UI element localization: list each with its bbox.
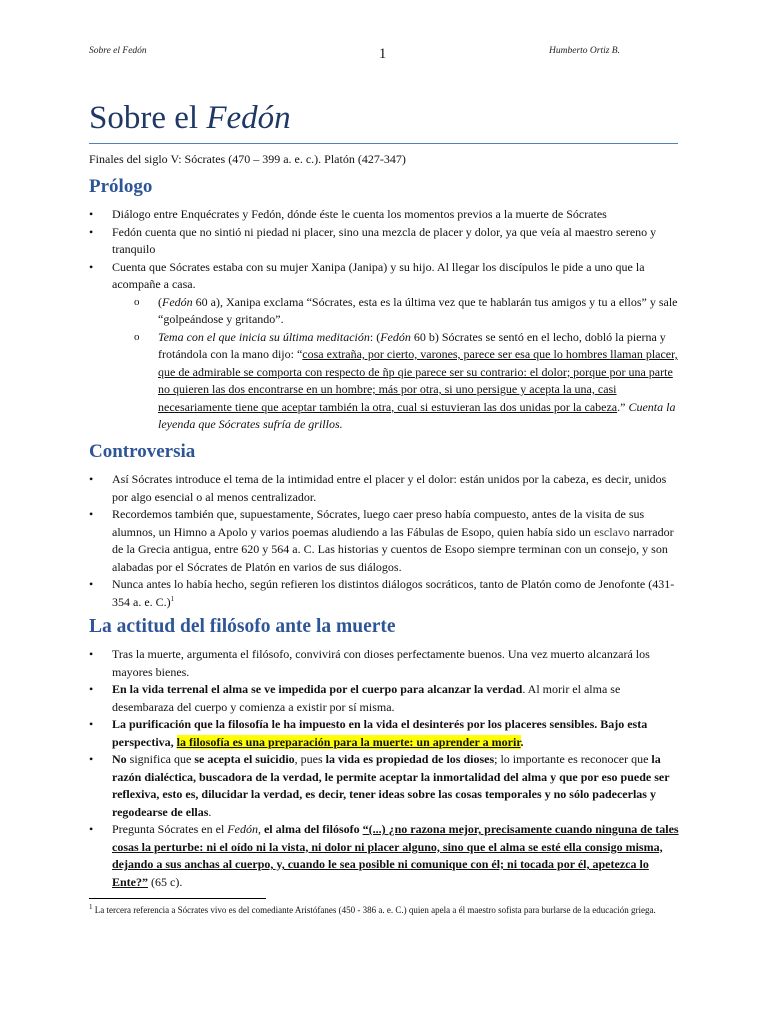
list-item <box>89 259 681 434</box>
heading-controversia: Controversia <box>89 441 196 462</box>
heading-prologo: Prólogo <box>89 176 153 197</box>
list-item: • Diálogo entre Enquécrates y Fedón, dónde éste le cuenta los momentos previos a la muerte de Sócrates <box>89 206 681 224</box>
subtitle: Finales del siglo V: Sócrates (470 – 399 a. e. c.). Platón (427-347) <box>89 152 406 166</box>
text-run: : ( <box>369 329 381 344</box>
header-right: Humberto Ortiz B. <box>549 46 620 56</box>
list-item <box>89 576 681 611</box>
list-actitud <box>89 646 681 891</box>
title-rule <box>89 143 678 144</box>
text-run: . <box>208 804 212 819</box>
text-run: Pregunta Sócrates en el <box>112 822 228 836</box>
text-run: la vida es propiedad de los dioses <box>325 752 495 766</box>
text-run: el alma del filósofo <box>263 822 363 836</box>
text-run: La purificación que la filosofía le ha impuesto en la vida el desinterés por los placeres sensibles. Bajo esta perspectiva, <box>112 717 648 749</box>
heading-actitud: La actitud del filósofo ante la muerte <box>89 616 396 637</box>
header-left: Sobre el Fedón <box>89 46 147 56</box>
text-run: narrador de la Grecia antigua, entre 620 y 564 a. C. Las historias y cuentos de Esopo siempre terminan con un consejo, y son alabadas por el Sócrates de Platón en varios de sus diálogos. <box>112 524 674 574</box>
quote-underlined: “(...) ¿no razona mejor, precisamente cuando ninguna de tales cosas la perturbe: ni el oído ni la vista, ni dolor ni placer alguno, sino que el alma se esté ella consigo misma, dejando a sus anchas al cuerpo, y, cuando le sea posible ni comunique con él; ni tocada por él, apetezca lo Ente?” <box>112 822 679 889</box>
text-run: 60 b) Sócrates se sentó en el lecho, dobló la pierna y frotándola con la mano dijo: “ <box>158 329 666 361</box>
title-part1: Sobre el <box>89 100 207 136</box>
footnote-number: 1 <box>89 903 93 911</box>
footnote-ref[interactable]: 1 <box>170 594 175 603</box>
list-item <box>89 821 681 891</box>
text-run: Fedón <box>380 329 411 344</box>
text-run: Nunca antes lo había hecho, según refieren los distintos diálogos socráticos, tanto de Platón como de Jenofonte (431-354 a. e. C.) <box>112 577 675 609</box>
text-run: Tema con el que inicia su última meditación <box>158 329 370 344</box>
list-item <box>89 751 681 821</box>
text-run: . <box>520 734 524 749</box>
text-run: Cuenta la leyenda que Sócrates sufría de grillos. <box>158 399 676 431</box>
text-run: Fedón <box>162 294 193 309</box>
text-run: se acepta el suicidio <box>194 752 295 766</box>
sub-item <box>112 294 681 329</box>
page-title <box>89 98 291 138</box>
list-controversia <box>89 471 681 611</box>
sub-item <box>112 329 681 434</box>
title-part2: Fedón <box>206 100 291 136</box>
footnote-separator <box>89 898 266 899</box>
text-run: No <box>112 752 127 766</box>
text-run: . Al morir el alma se desembaraza del cuerpo y comienza a existir por sí misma. <box>112 682 621 714</box>
text-run: significa que <box>126 752 195 766</box>
sublist <box>112 294 681 434</box>
text-run: 60 a), Xanipa exclama “Sócrates, esta es la última vez que te hablarán tus amigos y tu a ellos” y sale “golpeándose y gritando”. <box>158 294 678 326</box>
text-run: En la vida terrenal el alma se ve impedida por el cuerpo para alcanzar la verdad <box>112 682 523 696</box>
list-item: • Así Sócrates introduce el tema de la intimidad entre el placer y el dolor: están unidos por la cabeza, es decir, unidos por algo esencial o al menos centralizador. <box>89 471 681 506</box>
highlighted-text: la filosofía es una preparación para la muerte: un aprender a morir <box>176 734 521 749</box>
text-run: , pues <box>294 752 326 766</box>
text-run: Fedón <box>227 822 258 836</box>
list-item <box>89 506 681 576</box>
footnote-text: La tercera referencia a Sócrates vivo es del comediante Aristófanes (450 - 386 a. e. C.) quien apela a él maestro sofista para burlarse de la educación griega. <box>92 905 656 915</box>
list-item: • Tras la muerte, argumenta el filósofo, convivirá con dioses perfectamente buenos. Una vez muerto alcanzará los mayores bienes. <box>89 646 681 681</box>
text-run: ( <box>158 294 162 309</box>
text-run: ; lo importante es reconocer que <box>494 752 652 766</box>
page-number: 1 <box>379 46 387 62</box>
footnote <box>89 903 681 917</box>
quote-underlined: cosa extraña, por cierto, varones, parece ser esa que lo hombres llaman placer, que de admirable se comporta con respecto de ñp qie parece ser su contrario: el dolor; porque por una parte no quieren las dos encontrarse en un hombre; más por otra, si uno persigue y acepta la una, casi necesariamente tiene que aceptar también la otra, cual si estuvieran las dos unidas por la cabeza <box>158 347 678 414</box>
list-item-text: Cuenta que Sócrates estaba con su mujer Xanipa (Janipa) y su hijo. Al llegar los discípulos le pide a uno que la acompañe a casa. <box>112 259 645 291</box>
text-run: esclavo <box>593 524 630 539</box>
text-run: , <box>257 822 264 836</box>
list-item <box>89 681 681 716</box>
list-item: • Fedón cuenta que no sintió ni piedad ni placer, sino una mezcla de placer y dolor, ya que veía al maestro sereno y tranquilo <box>89 224 681 259</box>
list-item <box>89 716 681 751</box>
text-run: la razón dialéctica, buscadora de la verdad, le permite aceptar la inmortalidad del alma y que por eso puede ser reflexiva, esto es, dilucidar la verdad, es decir, tener ideas sobre las cosas temporales y no sólo padecerlas y regodearse de ellas <box>112 752 670 819</box>
list-prologo <box>89 206 681 434</box>
text-run: (65 c). <box>148 874 183 889</box>
text-run: Recordemos también que, supuestamente, Sócrates, luego caer preso había compuesto, antes de la visita de sus alumnos, un Himno a Apolo y varios poemas aludiendo a las Fábulas de Esopo, quien había sido un <box>112 507 645 539</box>
text-run: .” <box>617 399 629 414</box>
